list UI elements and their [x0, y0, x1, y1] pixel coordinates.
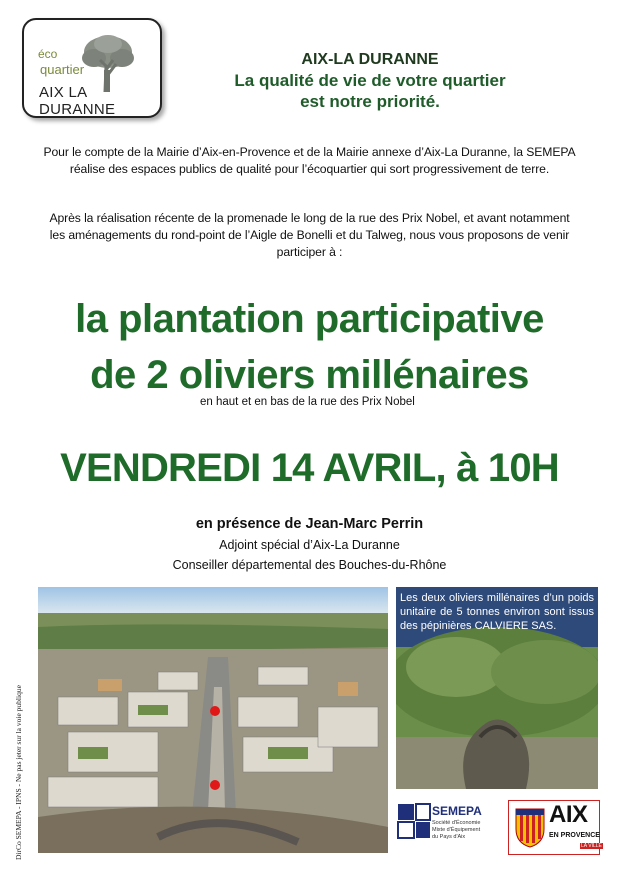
semepa-name: SEMEPA	[432, 804, 482, 818]
intro-paragraph	[28, 144, 591, 178]
intro-line: Pour le compte de la Mairie d’Aix-en-Provence et de la Mairie annexe d’Aix-La Duranne, la SEMEPA	[43, 145, 576, 159]
olive-caption: Les deux oliviers millénaires d’un poids unitaire de 5 tonnes environ sont issus des pépinières CALVIERE SAS.	[400, 592, 594, 632]
logo-quartier-text: quartier	[40, 62, 85, 77]
semepa-descriptor: Mixte d'Équipement	[432, 827, 481, 833]
presence-name: en présence de Jean-Marc Perrin	[195, 516, 424, 532]
intro-line: réalise des espaces publics de qualité pour l’écoquartier qui sort progressivement de terre.	[69, 162, 550, 176]
olive-tree-icon	[80, 32, 136, 92]
logo-eco-text: éco	[38, 47, 58, 61]
aix-wordmark: AIX	[549, 801, 588, 828]
semepa-descriptor: du Pays d'Aix	[432, 834, 466, 840]
header-location: AIX-LA DURANNE	[301, 51, 439, 68]
presence-role-2: Conseiller départemental des Bouches-du-Rhône	[172, 558, 447, 572]
semepa-descriptor: Société d'Économie	[432, 820, 481, 826]
invitation-paragraph	[28, 210, 591, 261]
aix-subtitle: EN PROVENCE	[549, 832, 600, 839]
event-subtitle: en haut et en bas de la rue des Prix Nobel	[200, 396, 415, 408]
aix-crest-icon	[512, 805, 548, 849]
header-tagline-1: La qualité de vie de votre quartier	[234, 71, 506, 90]
invitation-line: les aménagements du rond-point de l’Aigle de Bonelli et du Talweg, nous vous proposons de venir	[49, 228, 570, 242]
header-block	[170, 50, 570, 112]
event-date: VENDREDI 14 AVRIL, à 10H	[60, 446, 559, 490]
ecoquartier-logo	[22, 18, 162, 118]
invitation-line: participer à :	[276, 245, 343, 259]
presence-role-1: Adjoint spécial d’Aix-La Duranne	[219, 538, 400, 552]
semepa-mark-icon	[396, 800, 436, 850]
aix-ville-badge: LA VILLE	[581, 843, 602, 849]
invitation-line: Après la réalisation récente de la promenade le long de la rue des Prix Nobel, et avant notamment	[49, 211, 570, 225]
print-credit: DirCo SEMEPA - IPNS - Ne pas jeter sur la voie publique	[14, 685, 23, 860]
event-title-line-1: la plantation participative	[75, 297, 544, 341]
event-title-line-2: de 2 oliviers millénaires	[90, 353, 529, 397]
aerial-photo	[38, 587, 388, 853]
header-tagline-2: est notre priorité.	[300, 92, 440, 111]
logo-name-text: AIX LA DURANNE	[39, 84, 116, 118]
